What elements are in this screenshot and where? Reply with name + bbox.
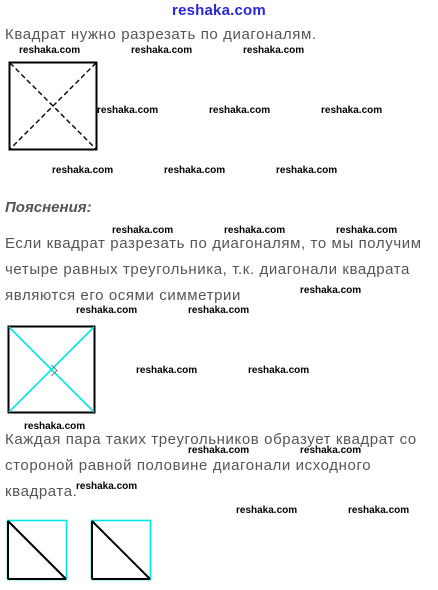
watermark[interactable]: reshaka.com xyxy=(76,305,138,316)
watermark[interactable]: reshaka.com xyxy=(300,285,362,296)
watermark[interactable]: reshaka.com xyxy=(19,45,81,56)
watermark[interactable]: reshaka.com xyxy=(164,165,226,176)
watermark[interactable]: reshaka.com xyxy=(136,365,198,376)
watermark[interactable]: reshaka.com xyxy=(248,365,310,376)
explanation-line: Если квадрат разрезать по диагоналям, то мы получим xyxy=(5,235,422,252)
conclusion-line: стороной равной половине диагонали исходного xyxy=(5,457,372,474)
watermark[interactable]: reshaka.com xyxy=(224,225,286,236)
watermark[interactable]: reshaka.com xyxy=(188,305,250,316)
watermark[interactable]: reshaka.com xyxy=(276,165,338,176)
explanation-line: четыре равных треугольника, т.к. диагонали квадрата xyxy=(5,261,410,278)
site-title[interactable]: reshaka.com xyxy=(172,2,266,19)
watermark[interactable]: reshaka.com xyxy=(209,105,271,116)
watermark[interactable]: reshaka.com xyxy=(97,105,159,116)
watermark[interactable]: reshaka.com xyxy=(52,165,114,176)
task-text: Квадрат нужно разрезать по диагоналям. xyxy=(5,26,317,43)
watermark[interactable]: reshaka.com xyxy=(236,505,298,516)
watermark[interactable]: reshaka.com xyxy=(348,505,410,516)
watermark[interactable]: reshaka.com xyxy=(76,481,138,492)
watermark[interactable]: reshaka.com xyxy=(300,445,362,456)
triangle-edge xyxy=(8,521,66,579)
watermark[interactable]: reshaka.com xyxy=(321,105,383,116)
explanation-heading: Пояснения: xyxy=(5,199,92,216)
watermark[interactable]: reshaka.com xyxy=(112,225,174,236)
conclusion-line: квадрата. xyxy=(5,483,78,500)
watermark[interactable]: reshaka.com xyxy=(243,45,305,56)
watermark[interactable]: reshaka.com xyxy=(24,421,86,432)
watermark[interactable]: reshaka.com xyxy=(336,225,398,236)
watermark[interactable]: reshaka.com xyxy=(131,45,193,56)
triangle-edge xyxy=(92,521,150,579)
watermark[interactable]: reshaka.com xyxy=(188,445,250,456)
explanation-line: являются его осями симметрии xyxy=(5,287,241,304)
conclusion-line: Каждая пара таких треугольников образует квадрат со xyxy=(5,431,417,448)
